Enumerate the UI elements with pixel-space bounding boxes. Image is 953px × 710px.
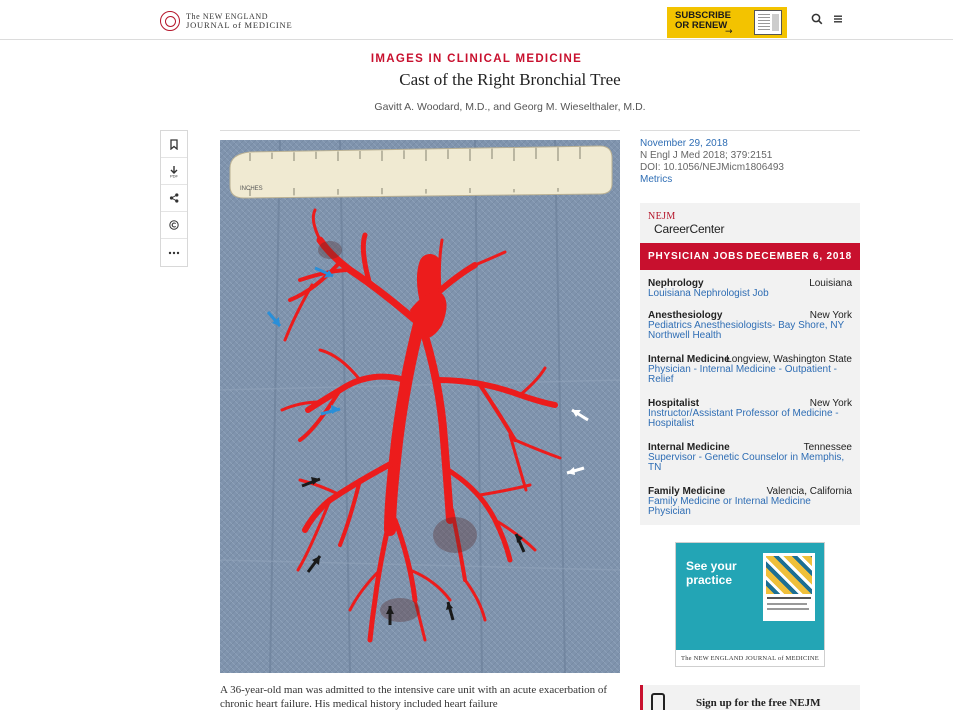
menu-icon[interactable] — [832, 13, 844, 25]
ad-footer: The NEW ENGLAND JOURNAL of MEDICINE — [681, 655, 819, 662]
clinical-image[interactable] — [220, 140, 620, 673]
figure-caption: A 36-year-old man was admitted to the intensive care unit with an acute exacerbation of chronic heart failure. His medical history included heart failure — [220, 684, 608, 710]
ruler-label: INCHES — [240, 186, 263, 192]
section-label[interactable]: IMAGES IN CLINICAL MEDICINE — [370, 53, 583, 65]
job-specialty: Hospitalist — [648, 398, 700, 409]
article-tools — [160, 130, 188, 267]
logo-line-2: JOURNAL of MEDICINE — [186, 20, 293, 30]
job-specialty: Nephrology — [648, 278, 704, 289]
career-logo-text: CareerCenter — [654, 222, 725, 236]
citation: N Engl J Med 2018; 379:2151 — [640, 150, 773, 161]
job-title-link[interactable]: Supervisor - Genetic Counselor in Memphis, TN — [648, 452, 845, 473]
jobs-bar-date: DECEMBER 6, 2018 — [745, 251, 852, 262]
jobs-bar-label: PHYSICIAN JOBS — [648, 251, 744, 262]
journal-devices-icon — [754, 10, 782, 35]
pdf-download-icon[interactable] — [161, 158, 187, 185]
nejm-seal-icon — [160, 11, 180, 31]
career-logo-nejm: NEJM — [648, 211, 676, 222]
job-location: New York — [809, 398, 852, 409]
article-authors[interactable]: Gavitt A. Woodard, M.D., and Georg M. Wieselthaler, M.D. — [374, 101, 646, 113]
measuring-ruler — [230, 146, 612, 198]
search-icon[interactable] — [811, 13, 823, 25]
nejm-logo[interactable] — [160, 11, 293, 31]
arrow-right-icon: → — [725, 27, 733, 37]
publication-date[interactable]: November 29, 2018 — [640, 138, 728, 149]
job-location: Valencia, California — [766, 486, 852, 497]
ad-line-2: practice — [686, 573, 733, 587]
logo-line-1: The NEW ENGLAND — [186, 12, 269, 21]
journal-cover-icon — [763, 553, 815, 621]
physician-jobs-bar — [640, 243, 860, 270]
article-title: Cast of the Right Bronchial Tree — [399, 70, 621, 89]
ad-line-1: See your — [686, 559, 737, 573]
bookmark-icon[interactable] — [161, 131, 187, 158]
job-title-link[interactable]: Physician - Internal Medicine - Outpatient - Relief — [648, 364, 837, 385]
job-specialty: Family Medicine — [648, 486, 726, 497]
share-icon[interactable] — [161, 185, 187, 212]
copyright-icon[interactable] — [161, 212, 187, 239]
career-center-logo[interactable] — [648, 211, 724, 236]
perspective-on-practice-ad[interactable] — [675, 542, 825, 667]
doi: DOI: 10.1056/NEJMicm1806493 — [640, 162, 784, 173]
job-location: New York — [809, 310, 852, 321]
svg-text:PDF: PDF — [170, 173, 178, 178]
job-location: Louisiana — [809, 278, 852, 289]
job-title-link[interactable]: Instructor/Assistant Professor of Medicine - Hospitalist — [648, 408, 839, 429]
job-specialty: Anesthesiology — [648, 310, 723, 321]
job-title-link[interactable]: Louisiana Nephrologist Job — [648, 288, 769, 299]
article-metadata — [640, 130, 860, 186]
career-center-widget — [640, 203, 860, 525]
site-header — [0, 0, 953, 40]
subscribe-label: SUBSCRIBE — [675, 10, 731, 21]
subscribe-renew-button[interactable] — [667, 7, 787, 38]
renew-label: OR RENEW — [675, 20, 728, 31]
job-specialty: Internal Medicine — [648, 354, 730, 365]
metrics-link[interactable]: Metrics — [640, 174, 673, 185]
phone-icon — [651, 693, 665, 710]
newsletter-signup[interactable] — [640, 685, 860, 710]
job-location: Longview, Washington State — [726, 354, 852, 365]
signup-text: Sign up for the free NEJM — [696, 697, 821, 709]
job-specialty: Internal Medicine — [648, 442, 730, 453]
job-title-link[interactable]: Family Medicine or Internal Medicine Physician — [648, 496, 811, 517]
job-location: Tennessee — [803, 442, 852, 453]
divider — [220, 130, 620, 131]
job-title-link[interactable]: Pediatrics Anesthesiologists- Bay Shore, NY Northwell Health — [648, 320, 845, 341]
more-icon[interactable] — [161, 239, 187, 266]
